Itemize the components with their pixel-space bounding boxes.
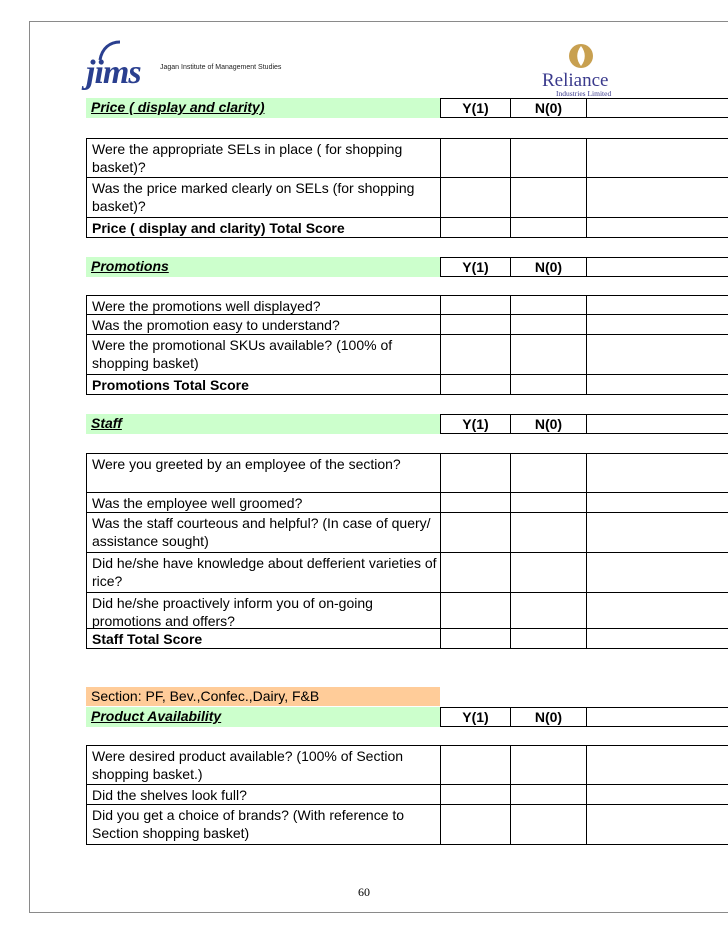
question-text: Was the promotion easy to understand? [86, 315, 440, 335]
question-row [86, 745, 728, 785]
section-category-label: Section: PF, Bev.,Confec.,Dairy, F&B [86, 687, 440, 706]
yes-answer-cell[interactable] [440, 785, 510, 805]
reliance-logo-subtitle: Industries Limited [556, 89, 612, 98]
yes-answer-cell[interactable] [440, 513, 510, 553]
no-column-header: N(0) [510, 257, 586, 277]
section-header-price [86, 98, 728, 118]
question-row [86, 513, 728, 553]
total-score-row [86, 375, 728, 395]
extra-cell [586, 513, 728, 553]
extra-column [586, 707, 728, 727]
yes-answer-cell[interactable] [440, 315, 510, 335]
question-row [86, 295, 728, 315]
no-answer-cell[interactable] [510, 785, 586, 805]
yes-column-header: Y(1) [440, 414, 510, 434]
extra-column [586, 414, 728, 434]
extra-cell [586, 315, 728, 335]
question-row [86, 785, 728, 805]
section-header-staff [86, 414, 728, 434]
question-text: Was the staff courteous and helpful? (In case of query/ assistance sought) [86, 513, 440, 553]
total-score-label: Staff Total Score [86, 629, 440, 649]
question-row [86, 593, 728, 629]
yes-answer-cell[interactable] [440, 453, 510, 493]
no-column-header: N(0) [510, 707, 586, 727]
no-answer-cell[interactable] [510, 593, 586, 629]
section-title: Staff [86, 414, 440, 434]
question-text: Were the promotional SKUs available? (100% of shopping basket) [86, 335, 440, 375]
question-text: Did he/she proactively inform you of on-going promotions and offers? [86, 593, 440, 629]
question-row [86, 493, 728, 513]
reliance-logo-wordmark: Reliance [542, 70, 609, 91]
extra-cell [586, 295, 728, 315]
yes-column-header: Y(1) [440, 98, 510, 118]
extra-cell [586, 493, 728, 513]
section-header-product-availability [86, 707, 728, 727]
question-text: Were desired product available? (100% of Section shopping basket.) [86, 745, 440, 785]
extra-column [586, 98, 728, 118]
no-answer-cell[interactable] [510, 745, 586, 785]
jims-logo-wordmark: jims [86, 54, 141, 91]
question-text: Were you greeted by an employee of the section? [86, 453, 440, 493]
no-answer-cell[interactable] [510, 493, 586, 513]
section-header-promotions [86, 257, 728, 277]
no-column-header: N(0) [510, 98, 586, 118]
yes-answer-cell[interactable] [440, 295, 510, 315]
total-score-label: Price ( display and clarity) Total Score [86, 218, 440, 238]
extra-column [586, 257, 728, 277]
question-row [86, 178, 728, 218]
total-score-row [86, 218, 728, 238]
question-text: Was the price marked clearly on SELs (for shopping basket)? [86, 178, 440, 218]
question-row [86, 138, 728, 178]
yes-column-header: Y(1) [440, 257, 510, 277]
jims-logo [86, 40, 286, 94]
question-row [86, 315, 728, 335]
extra-cell [586, 453, 728, 493]
reliance-logo [536, 40, 636, 98]
extra-cell [586, 745, 728, 785]
yes-answer-cell[interactable] [440, 138, 510, 178]
question-row [86, 805, 728, 845]
question-row [86, 453, 728, 493]
page-number: 60 [358, 885, 370, 899]
extra-cell [586, 335, 728, 375]
question-row [86, 553, 728, 593]
no-answer-cell[interactable] [510, 453, 586, 493]
question-row [86, 335, 728, 375]
no-total-cell[interactable] [510, 218, 586, 238]
no-answer-cell[interactable] [510, 138, 586, 178]
question-text: Was the employee well groomed? [86, 493, 440, 513]
extra-cell [586, 805, 728, 845]
extra-cell [586, 553, 728, 593]
yes-total-cell[interactable] [440, 218, 510, 238]
extra-cell [586, 178, 728, 218]
question-text: Did the shelves look full? [86, 785, 440, 805]
extra-cell [586, 629, 728, 649]
question-text: Did he/she have knowledge about defferient varieties of rice? [86, 553, 440, 593]
section-title: Price ( display and clarity) [86, 98, 440, 118]
yes-column-header: Y(1) [440, 707, 510, 727]
section-title: Promotions [86, 257, 440, 277]
jims-swoosh-icon [96, 40, 122, 62]
question-text: Were the appropriate SELs in place ( for shopping basket)? [86, 138, 440, 178]
no-answer-cell[interactable] [510, 513, 586, 553]
yes-total-cell[interactable] [440, 375, 510, 395]
no-answer-cell[interactable] [510, 295, 586, 315]
no-column-header: N(0) [510, 414, 586, 434]
no-total-cell[interactable] [510, 375, 586, 395]
no-answer-cell[interactable] [510, 553, 586, 593]
question-text: Did you get a choice of brands? (With reference to Section shopping basket) [86, 805, 440, 845]
extra-cell [586, 785, 728, 805]
total-score-row [86, 629, 728, 649]
jims-logo-subtitle: Jagan Institute of Management Studies [160, 64, 282, 71]
yes-answer-cell[interactable] [440, 335, 510, 375]
no-answer-cell[interactable] [510, 805, 586, 845]
no-answer-cell[interactable] [510, 178, 586, 218]
total-score-label: Promotions Total Score [86, 375, 440, 395]
yes-answer-cell[interactable] [440, 593, 510, 629]
yes-total-cell[interactable] [440, 629, 510, 649]
no-answer-cell[interactable] [510, 335, 586, 375]
extra-cell [586, 138, 728, 178]
yes-answer-cell[interactable] [440, 178, 510, 218]
section-title: Product Availability [86, 707, 440, 727]
extra-cell [586, 375, 728, 395]
no-answer-cell[interactable] [510, 315, 586, 335]
no-total-cell[interactable] [510, 629, 586, 649]
yes-answer-cell[interactable] [440, 805, 510, 845]
yes-answer-cell[interactable] [440, 745, 510, 785]
extra-cell [586, 593, 728, 629]
extra-cell [586, 218, 728, 238]
reliance-emblem-icon [566, 42, 596, 70]
yes-answer-cell[interactable] [440, 553, 510, 593]
question-text: Were the promotions well displayed? [86, 295, 440, 315]
yes-answer-cell[interactable] [440, 493, 510, 513]
